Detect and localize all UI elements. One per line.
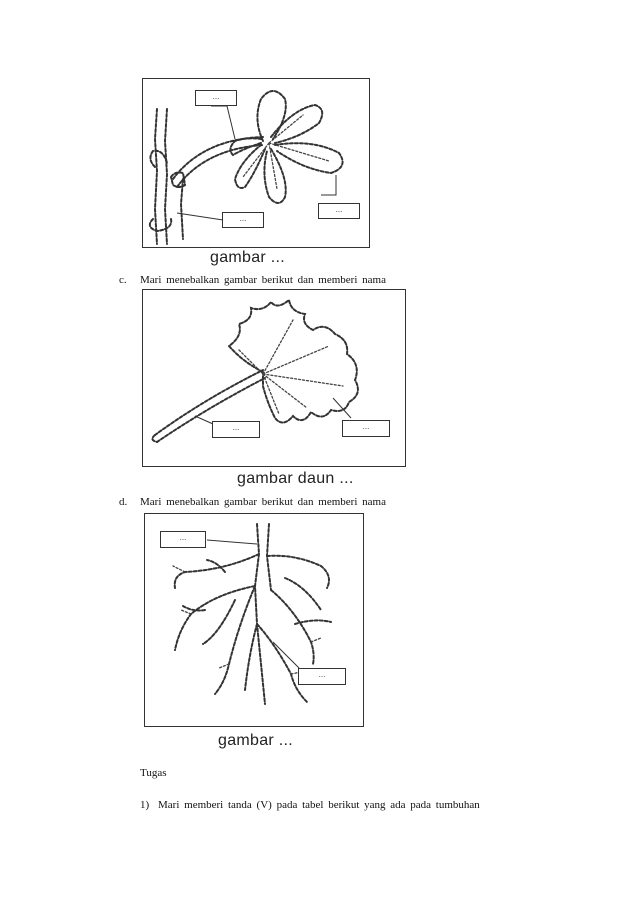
item-c-instruction: Mari menebalkan gambar berikut dan memberi nama <box>140 274 386 286</box>
task-1-number: 1) <box>140 799 150 811</box>
leaf-label-stalk[interactable]: ... <box>212 421 260 438</box>
stem-label-right[interactable]: ... <box>318 203 360 219</box>
item-d-instruction: Mari menebalkan gambar berikut dan memberi nama <box>140 496 386 508</box>
figure-leaf-caption: gambar daun ... <box>237 470 354 487</box>
leaf-drawing <box>143 290 405 466</box>
tugas-heading: Tugas <box>140 767 167 779</box>
stem-label-bottom[interactable]: ... <box>222 212 264 228</box>
leaf-label-blade[interactable]: ... <box>342 420 390 437</box>
root-label-bottom[interactable]: ... <box>298 668 346 685</box>
task-1-text: Mari memberi tanda (V) pada tabel berikut yang ada pada tumbuhan <box>158 799 480 811</box>
stem-label-top[interactable]: ... <box>195 90 237 106</box>
root-label-top[interactable]: ... <box>160 531 206 548</box>
item-c-marker: c. <box>119 274 127 286</box>
item-d-marker: d. <box>119 496 128 508</box>
figure-stem-caption: gambar ... <box>210 249 286 266</box>
figure-root-caption: gambar ... <box>218 732 294 749</box>
figure-leaf-frame <box>142 289 406 467</box>
